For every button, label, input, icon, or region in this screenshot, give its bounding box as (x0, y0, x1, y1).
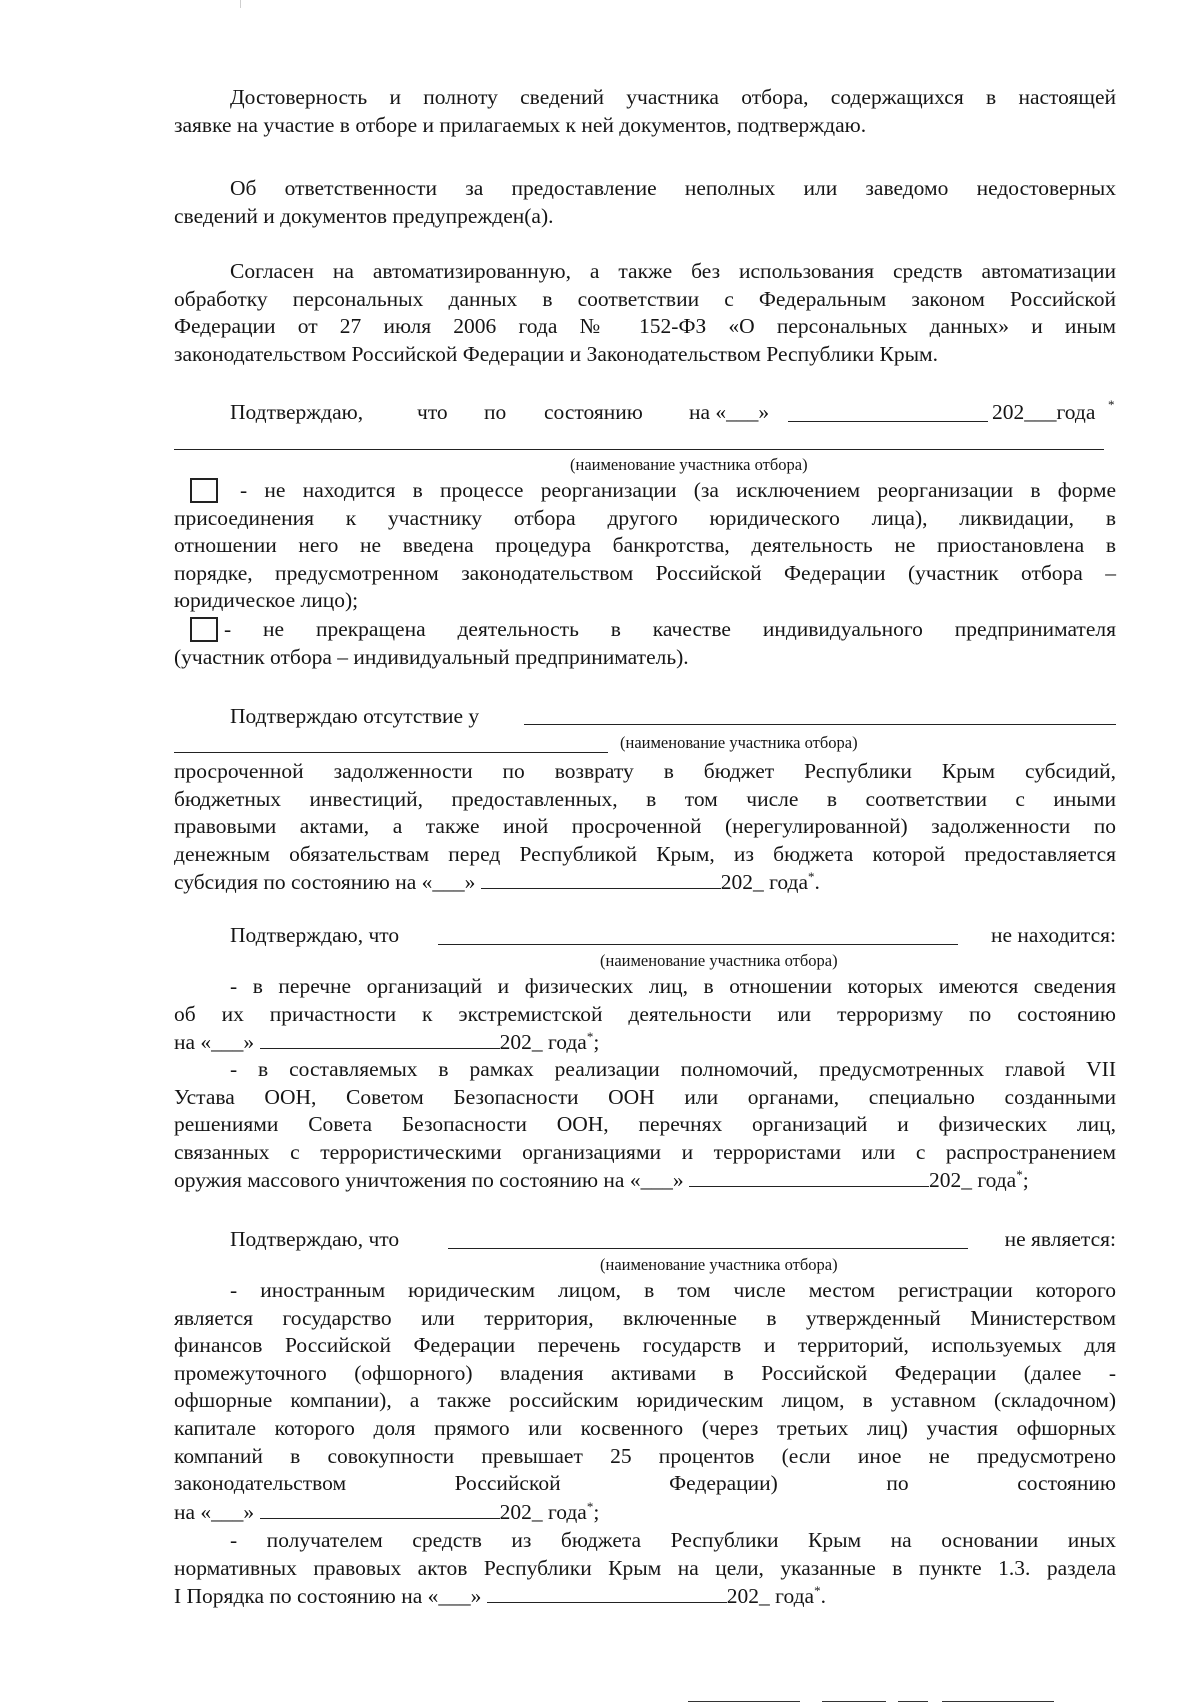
date-field-underline[interactable] (481, 868, 721, 889)
word: состоянию (544, 400, 643, 424)
list-foreign-offshore (174, 1277, 1116, 1526)
punctuation: ; (1022, 1168, 1029, 1193)
text-line: сведений и документов предупрежден(а). (174, 203, 554, 228)
text-line: связанных с террористическими организациями и террористами или с распространением (174, 1139, 1116, 1164)
text-line: - в составляемых в рамках реализации полномочий, предусмотренных главой VII (230, 1057, 1116, 1081)
text-line: офшорные компании), а также российским юридическим лицом, в уставном (складочном) (174, 1388, 1116, 1413)
year-label: 202_ года (720, 870, 809, 895)
field-caption: (наименование участника отбора) (600, 951, 838, 970)
lead-text: Подтверждаю отсутствие у (230, 704, 480, 728)
text-line: присоединения к участнику отбора другого юридического лица), ликвидации, в (174, 505, 1116, 530)
word: Подтверждаю, (230, 400, 364, 424)
paragraph-no-overdue-debt (174, 758, 1116, 897)
date-prefix: I Порядка по состоянию на «___» (174, 1584, 482, 1609)
text-line: промежуточного (офшорного) владения активами в Российской Федерации (далее - (174, 1360, 1116, 1385)
text-line: компаний в совокупности превышает 25 процентов (если иное не предусмотрено (174, 1443, 1116, 1468)
date-field-underline[interactable] (487, 1582, 727, 1603)
tail-text: не находится: (990, 923, 1116, 947)
text-line (174, 1166, 1116, 1195)
date-field-underline[interactable] (260, 1498, 500, 1519)
punctuation: . (820, 1584, 826, 1609)
date-prefix: оружия массового уничтожения по состоянию на «___» (174, 1168, 684, 1193)
text-line: просроченной задолженности по возврату в бюджет Республики Крым субсидий, (174, 759, 1116, 783)
footnote-asterisk: * (808, 869, 815, 885)
item-legal-entity (174, 477, 1116, 615)
tail-text: не является: (1004, 1227, 1116, 1251)
field-caption: (наименование участника отбора) (620, 733, 858, 752)
participant-name-field[interactable] (524, 724, 1116, 725)
footnote-asterisk: * (814, 1583, 821, 1599)
month-field-underline[interactable] (788, 421, 988, 422)
text-line: - не находится в процессе реорганизации (за исключением реорганизации в форме (240, 478, 1116, 502)
date-prefix: на «___» (174, 1030, 255, 1055)
year-label: 202_ года (928, 1168, 1017, 1193)
text-line: отношении него не введена процедура банкротства, деятельность не приостановлена в (174, 533, 1116, 558)
year-label: 202_ года (499, 1030, 587, 1055)
footnote-separator (898, 1701, 928, 1702)
participant-name-field[interactable] (438, 944, 958, 945)
text-line: правовыми актами, а также иной просроченной (нерегулированной) задолженности по (174, 814, 1116, 839)
punctuation: ; (593, 1499, 600, 1524)
list-un-security-council (174, 1056, 1116, 1195)
year-label: 202_ года (499, 1499, 587, 1524)
participant-name-field[interactable] (448, 1248, 968, 1249)
participant-name-field-continued[interactable] (174, 752, 608, 753)
text-line: заявке на участие в отборе и прилагаемых к ней документов, подтверждаю. (174, 112, 867, 137)
text-line: законодательством Российской Федерации) по состоянию (174, 1471, 1116, 1496)
paragraph-responsibility (174, 175, 1116, 230)
text-line: юридическое лицо); (174, 588, 359, 613)
field-caption: (наименование участника отбора) (600, 1255, 838, 1274)
text-line: порядке, предусмотренном законодательством Российской Федерации (участник отбора – (174, 560, 1116, 585)
text-line: капитале которого доля прямого или косвенного (через третьих лиц) участия офшорных (174, 1415, 1116, 1440)
item-individual-entrepreneur (174, 616, 1116, 671)
footnote-separator (942, 1701, 1054, 1702)
text-line (174, 1582, 1116, 1611)
punctuation: ; (593, 1030, 600, 1055)
confirm-status-line (174, 399, 1116, 427)
scan-artifact (240, 0, 241, 8)
text-line: Согласен на автоматизированную, а также без использования средств автоматизации (230, 259, 1116, 283)
text-line: бюджетных инвестиций, предоставленных, в том числе в соответствии с иными (174, 786, 1116, 811)
text-line: законодательством Российской Федерации и Законодательством Республики Крым. (174, 341, 939, 366)
paragraph-personal-data-consent (174, 258, 1116, 368)
text-line: - в перечне организаций и физических лиц, в отношении которых имеются сведения (230, 974, 1116, 998)
paragraph-reliability (174, 84, 1116, 139)
text-line: (участник отбора – индивидуальный предприниматель). (174, 644, 689, 669)
footnote-separator (822, 1701, 886, 1702)
text-line: - не прекращена деятельность в качестве индивидуального предпринимателя (224, 617, 1116, 641)
text-line: финансов Российской Федерации перечень государств и территорий, используемых для (174, 1333, 1116, 1358)
list-budget-recipient (174, 1527, 1116, 1611)
list-extremism (174, 973, 1116, 1057)
text-line: нормативных правовых актов Республики Крым на цели, указанные в пункте 1.3. раздела (174, 1555, 1116, 1580)
date-field[interactable]: на «___» (689, 400, 770, 424)
word: что (417, 400, 448, 424)
lead-text: Подтверждаю, что (230, 923, 400, 947)
punctuation: . (814, 870, 820, 895)
field-caption: (наименование участника отбора) (570, 455, 808, 474)
footnote-asterisk: * (1016, 1167, 1023, 1183)
year-label: 202___года (992, 400, 1096, 424)
year-label: 202_ года (726, 1584, 815, 1609)
footnote-asterisk: * (1108, 397, 1115, 412)
text-line: решениями Совета Безопасности ООН, перечнях организаций и физических лиц, (174, 1112, 1116, 1137)
text-line: - иностранным юридическим лицом, в том числе местом регистрации которого (230, 1278, 1116, 1302)
footnote-asterisk: * (586, 1029, 594, 1045)
text-line: - получателем средств из бюджета Республики Крым на основании иных (230, 1528, 1116, 1552)
text-line: Федерации от 27 июля 2006 года № 152-ФЗ «О персональных данных» и иным (174, 314, 1116, 339)
date-field-underline[interactable] (260, 1028, 500, 1049)
text-line: денежным обязательствам перед Республикой Крым, из бюджета которой предоставляется (174, 841, 1116, 866)
date-field-underline[interactable] (689, 1166, 929, 1187)
lead-text: Подтверждаю, что (230, 1227, 400, 1251)
text-line: Достоверность и полноту сведений участника отбора, содержащихся в настоящей (230, 85, 1116, 109)
text-line: является государство или территория, включенные в утвержденный Министерством (174, 1305, 1116, 1330)
participant-name-field[interactable] (174, 449, 1104, 450)
text-line: Об ответственности за предоставление неполных или заведомо недостоверных (230, 176, 1116, 200)
footnote-separator (688, 1701, 800, 1702)
date-prefix: субсидия по состоянию на «___» (174, 870, 476, 895)
word: по (484, 400, 507, 424)
text-line (174, 868, 1116, 897)
text-line (174, 1498, 1116, 1527)
text-line: об их причастности к экстремистской деятельности или терроризму по состоянию (174, 1001, 1116, 1026)
text-line: Устава ООН, Советом Безопасности ООН или органами, специально созданными (174, 1084, 1116, 1109)
footnote-asterisk: * (586, 1498, 594, 1514)
text-line: обработку персональных данных в соответствии с Федеральным законом Российской (174, 286, 1116, 311)
date-prefix: на «___» (174, 1499, 255, 1524)
text-line (174, 1028, 1116, 1057)
